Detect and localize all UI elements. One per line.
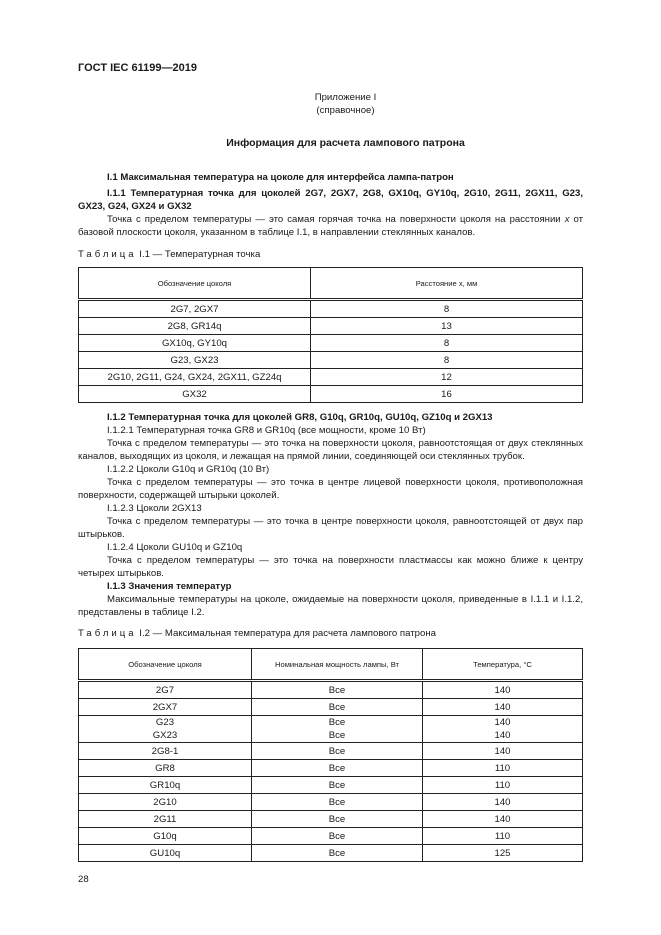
table-cell: 140 (423, 794, 583, 811)
table-row (79, 681, 583, 699)
table-cell: 8 (311, 300, 583, 318)
table-row (79, 352, 583, 369)
section-i12-block (78, 411, 583, 619)
table-cell: 8 (311, 352, 583, 369)
section-i1: I.1 Максимальная температура на цоколе для интерфейса лампа-патрон (107, 172, 454, 183)
table-cell: GX32 (79, 386, 311, 403)
table-cell: Все Все (252, 716, 423, 743)
table-row (79, 845, 583, 862)
table-cell: Все (252, 699, 423, 716)
table-cell: Все (252, 794, 423, 811)
section-i121-text: Точка с пределом температуры — это точка на поверхности цоколя, равноотстоящая от двух стеклянных каналов, выходящих из цоколя, и лежащая на прямой линии, соединяющей оси стеклянных трубок. (78, 438, 583, 462)
section-i121: I.1.2.1 Температурная точка GR8 и GR10q (все мощности, кроме 10 Вт) (107, 425, 426, 436)
table-row (79, 811, 583, 828)
table-max-temperature (78, 648, 583, 862)
table-cell: Все (252, 743, 423, 760)
column-header: Номинальная мощность лампы, Вт (252, 649, 423, 681)
table-cell: 2GX7 (79, 699, 252, 716)
table-cell: 2G7, 2GX7 (79, 300, 311, 318)
section-i122: I.1.2.2 Цоколи G10q и GR10q (10 Вт) (107, 464, 270, 475)
table-cell: GX10q, GY10q (79, 335, 311, 352)
table-cell: G10q (79, 828, 252, 845)
table-temperature-point (78, 267, 583, 403)
table-row (79, 716, 583, 743)
table-cell: Все (252, 811, 423, 828)
column-header: Температура, °С (423, 649, 583, 681)
table-row (79, 794, 583, 811)
column-header: Расстояние x, мм (311, 268, 583, 300)
table-row (79, 760, 583, 777)
table-row (79, 828, 583, 845)
table-cell: Все (252, 845, 423, 862)
table-cell: 12 (311, 369, 583, 386)
annex-title: Приложение I (314, 92, 377, 103)
table-cell: 2G10 (79, 794, 252, 811)
page-number: 28 (78, 874, 89, 885)
section-i11-text: Точка с пределом температуры — это самая горячая точка на поверхности цоколя на расстоянии x от базовой плоскости цоколя, указанном в таблице I.1, в направлении стеклянных каналов. (78, 214, 584, 238)
column-header: Обозначение цоколя (79, 268, 311, 300)
table-cell: 110 (423, 777, 583, 794)
table-cell: G23, GX23 (79, 352, 311, 369)
table-cell: 140 (423, 699, 583, 716)
page-content (78, 61, 583, 886)
table-row (79, 335, 583, 352)
table-row (79, 318, 583, 335)
section-i123: I.1.2.3 Цоколи 2GX13 (107, 503, 202, 514)
table-row (79, 386, 583, 403)
table-cell: 125 (423, 845, 583, 862)
table-cell: GR8 (79, 760, 252, 777)
section-i13: I.1.3 Значения температур (107, 581, 232, 592)
table-cell: 140 140 (423, 716, 583, 743)
table-cell: 140 (423, 743, 583, 760)
table-cell: 16 (311, 386, 583, 403)
table-cell: 2G8, GR14q (79, 318, 311, 335)
table-row (79, 743, 583, 760)
document-code: ГОСТ IEC 61199—2019 (78, 62, 197, 74)
table2-caption: Таблица I.2 — Максимальная температура для расчета лампового патрона (78, 628, 436, 639)
table-row (79, 369, 583, 386)
table-cell: 110 (423, 760, 583, 777)
table-cell: 140 (423, 681, 583, 699)
table-cell: 2G11 (79, 811, 252, 828)
column-header: Обозначение цоколя (79, 649, 252, 681)
section-i123-text: Точка с пределом температуры — это точка в центре поверхности цоколя, равноотстоящей от двух пар штырьков. (78, 516, 583, 540)
table-row (79, 777, 583, 794)
table-row (79, 699, 583, 716)
table-cell: Все (252, 777, 423, 794)
table-cell: GR10q (79, 777, 252, 794)
table-row (79, 300, 583, 318)
section-i124: I.1.2.4 Цоколи GU10q и GZ10q (107, 542, 243, 553)
section-i11: I.1.1 Температурная точка для цоколей 2G7, 2GX7, 2G8, GX10q, GY10q, 2G10, 2G11, 2GX11, G23, GX23, G24, GX24 и GX32 (78, 188, 583, 212)
table-cell: 13 (311, 318, 583, 335)
table-cell: Все (252, 760, 423, 777)
table-cell: Все (252, 681, 423, 699)
table-cell: 2G7 (79, 681, 252, 699)
table-cell: 110 (423, 828, 583, 845)
table-cell: Все (252, 828, 423, 845)
section-i12: I.1.2 Температурная точка для цоколей GR8, G10q, GR10q, GU10q, GZ10q и 2GX13 (107, 412, 493, 423)
annex-note: (справочное) (316, 105, 375, 116)
main-title: Информация для расчета лампового патрона (226, 137, 465, 149)
section-i13-text: Максимальные температуры на цоколе, ожидаемые на поверхности цоколя, приведенные в I.1.1 и I.1.2, представлены в таблице I.2. (78, 594, 583, 618)
table1-caption: Таблица I.1 — Температурная точка (78, 249, 261, 260)
table-cell: 140 (423, 811, 583, 828)
table-cell: G23 GX23 (79, 716, 252, 743)
table-cell: GU10q (79, 845, 252, 862)
section-i124-text: Точка с пределом температуры — это точка на поверхности пластмассы как можно ближе к центру четырех штырьков. (78, 555, 583, 579)
table-cell: 8 (311, 335, 583, 352)
table-cell: 2G10, 2G11, G24, GX24, 2GX11, GZ24q (79, 369, 311, 386)
section-i122-text: Точка с пределом температуры — это точка в центре лицевой поверхности цоколя, противоположная поверхности, содержащей штырьки цоколей. (78, 477, 583, 501)
table-cell: 2G8-1 (79, 743, 252, 760)
